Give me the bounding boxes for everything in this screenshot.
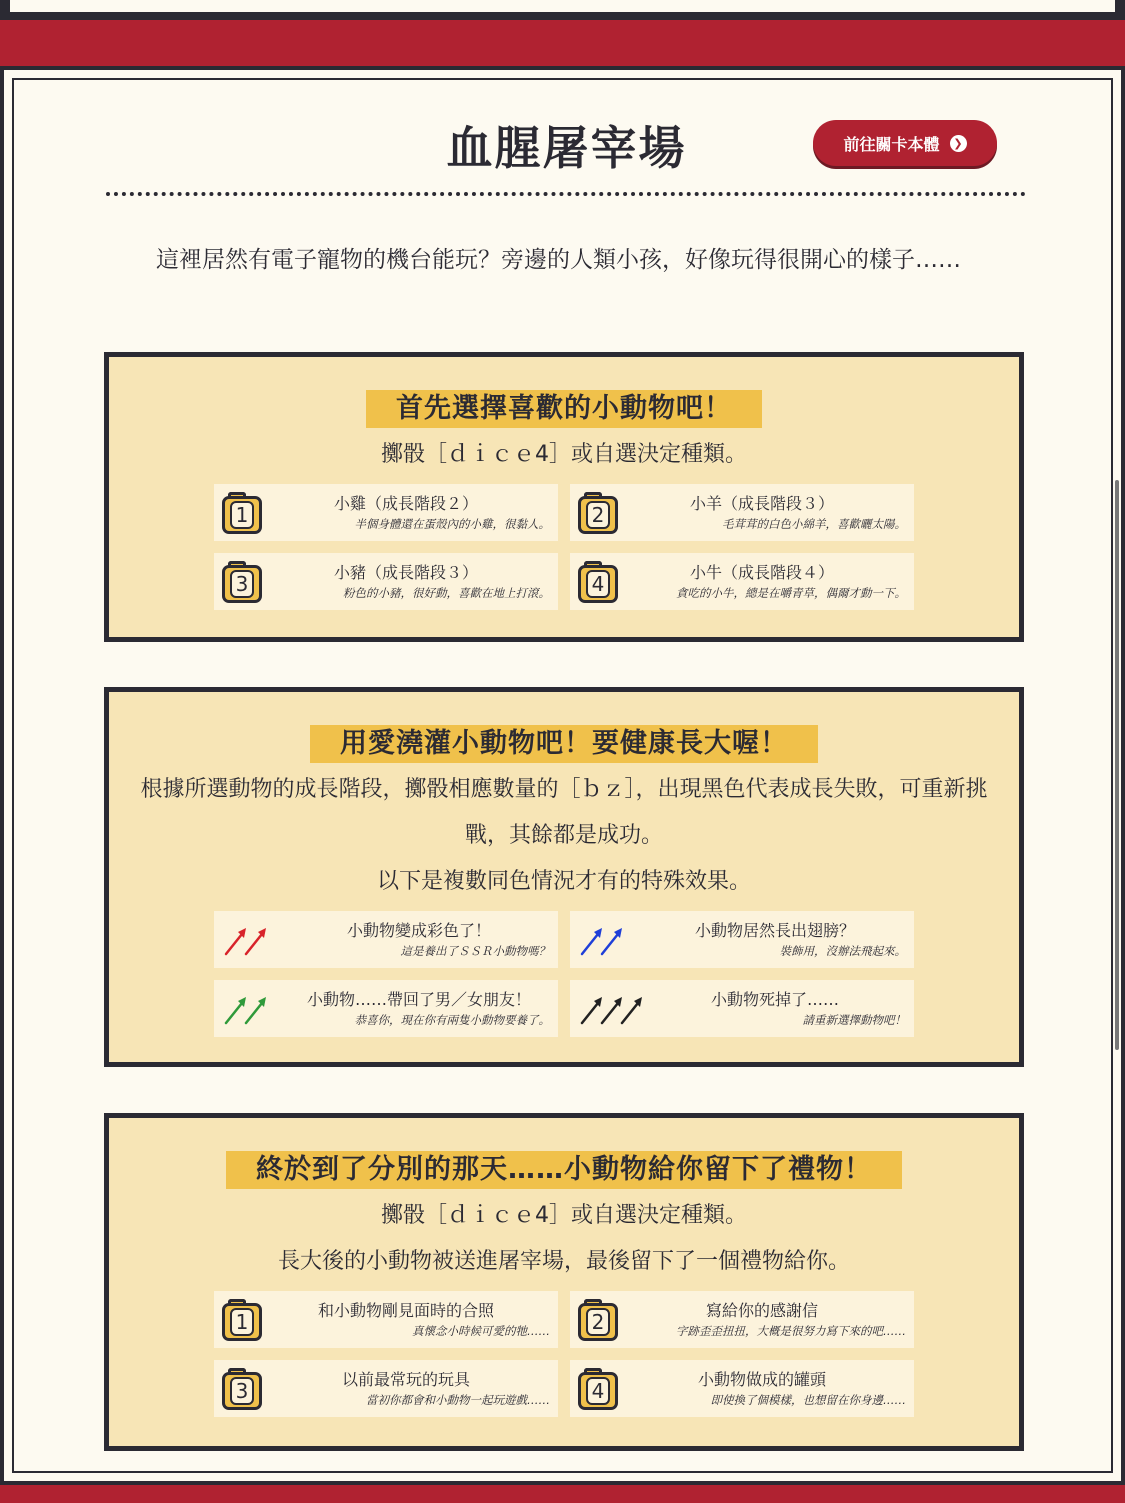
section-grow-animal bbox=[104, 687, 1024, 1067]
section-title: 用愛澆灌小動物吧！要健康長大喔！ bbox=[310, 725, 818, 763]
option-grid bbox=[109, 484, 1019, 610]
option-item bbox=[570, 553, 914, 610]
blue-pin-icon bbox=[580, 920, 644, 960]
header-band bbox=[0, 20, 1125, 66]
number-1-icon: 1 bbox=[222, 1299, 262, 1341]
gift-item bbox=[214, 1360, 558, 1417]
gift-name: 小動物做成的罐頭 bbox=[697, 1369, 826, 1389]
goto-stage-button[interactable] bbox=[813, 120, 997, 166]
gift-desc: 當初你都會和小動物一起玩遊戲…… bbox=[366, 1392, 550, 1407]
title-divider bbox=[106, 192, 1026, 196]
stage-card bbox=[0, 66, 1125, 1485]
gift-grid bbox=[109, 1291, 1019, 1417]
intro-text: 這裡居然有電子寵物的機台能玩？旁邊的人類小孩，好像玩得很開心的樣子…… bbox=[156, 247, 961, 273]
section-text: 根據所選動物的成長階段，擲骰相應數量的［ｂｚ］，出現黑色代表成長失敗，可重新挑戰，其餘都是成功。 bbox=[140, 777, 988, 848]
gift-item bbox=[570, 1360, 914, 1417]
chevron-right-circle-icon: ❯ bbox=[950, 135, 967, 152]
number-3-icon: 3 bbox=[222, 1368, 262, 1410]
gift-desc: 字跡歪歪扭扭，大概是很努力寫下來的吧…… bbox=[676, 1323, 906, 1338]
option-item bbox=[570, 484, 914, 541]
option-name: 小牛（成長階段４） bbox=[689, 562, 834, 582]
option-item bbox=[214, 553, 558, 610]
number-4-icon: 4 bbox=[578, 561, 618, 603]
effect-desc: 這是養出了ＳＳＲ小動物嗎？ bbox=[400, 943, 550, 958]
option-name: 小羊（成長階段３） bbox=[689, 493, 834, 513]
section-text: 以下是複數同色情況才有的特殊效果。 bbox=[376, 869, 751, 894]
page-title: 血腥屠宰場 bbox=[446, 121, 687, 175]
gift-desc: 真懷念小時候可愛的牠…… bbox=[412, 1323, 550, 1338]
number-2-icon: 2 bbox=[578, 492, 618, 534]
section-gift bbox=[104, 1113, 1024, 1451]
gift-name: 寫給你的感謝信 bbox=[705, 1300, 818, 1320]
option-desc: 貪吃的小牛，總是在嚼青草，偶爾才動一下。 bbox=[676, 585, 906, 600]
gift-item bbox=[570, 1291, 914, 1348]
red-pin-icon bbox=[224, 920, 288, 960]
gift-name: 和小動物剛見面時的合照 bbox=[317, 1300, 494, 1320]
effect-name: 小動物……帶回了男／女朋友！ bbox=[306, 989, 531, 1009]
number-4-icon: 4 bbox=[578, 1368, 618, 1410]
effect-name: 小動物死掉了…… bbox=[710, 989, 839, 1009]
section-text: 擲骰［ｄｉｃｅ4］或自選決定種類。 bbox=[381, 442, 747, 467]
top-frame bbox=[0, 0, 1125, 20]
page-scrollbar[interactable] bbox=[1115, 480, 1119, 1050]
effect-desc: 恭喜你，現在你有兩隻小動物要養了。 bbox=[354, 1012, 550, 1027]
footer-band bbox=[0, 1485, 1125, 1503]
option-name: 小雞（成長階段２） bbox=[333, 493, 478, 513]
section-text: 擲骰［ｄｉｃｅ4］或自選決定種類。 bbox=[381, 1203, 747, 1228]
gift-desc: 即使換了個模樣，也想留在你身邊…… bbox=[710, 1392, 906, 1407]
option-name: 小豬（成長階段３） bbox=[333, 562, 478, 582]
effect-desc: 請重新選擇動物吧！ bbox=[802, 1012, 906, 1027]
effect-grid bbox=[109, 911, 1019, 1037]
number-1-icon: 1 bbox=[222, 492, 262, 534]
section-title: 終於到了分別的那天……小動物給你留下了禮物！ bbox=[226, 1151, 902, 1189]
gift-name: 以前最常玩的玩具 bbox=[341, 1369, 470, 1389]
section-title: 首先選擇喜歡的小動物吧！ bbox=[366, 390, 762, 428]
goto-stage-label: 前往關卡本體 bbox=[843, 134, 940, 154]
option-item bbox=[214, 484, 558, 541]
section-choose-animal bbox=[104, 352, 1024, 642]
effect-item bbox=[214, 911, 558, 968]
section-text: 長大後的小動物被送進屠宰場，最後留下了一個禮物給你。 bbox=[277, 1249, 850, 1274]
effect-item bbox=[570, 911, 914, 968]
effect-item bbox=[214, 980, 558, 1037]
black-pin-icon bbox=[580, 989, 644, 1029]
option-desc: 毛茸茸的白色小綿羊，喜歡曬太陽。 bbox=[722, 516, 906, 531]
number-3-icon: 3 bbox=[222, 561, 262, 603]
effect-name: 小動物居然長出翅膀？ bbox=[694, 920, 855, 940]
number-2-icon: 2 bbox=[578, 1299, 618, 1341]
gift-item bbox=[214, 1291, 558, 1348]
effect-item bbox=[570, 980, 914, 1037]
effect-name: 小動物變成彩色了！ bbox=[346, 920, 491, 940]
option-desc: 粉色的小豬，很好動，喜歡在地上打滾。 bbox=[343, 585, 550, 600]
effect-desc: 裝飾用，沒辦法飛起來。 bbox=[779, 943, 906, 958]
green-pin-icon bbox=[224, 989, 288, 1029]
option-desc: 半個身體還在蛋殼內的小雞，很黏人。 bbox=[354, 516, 550, 531]
